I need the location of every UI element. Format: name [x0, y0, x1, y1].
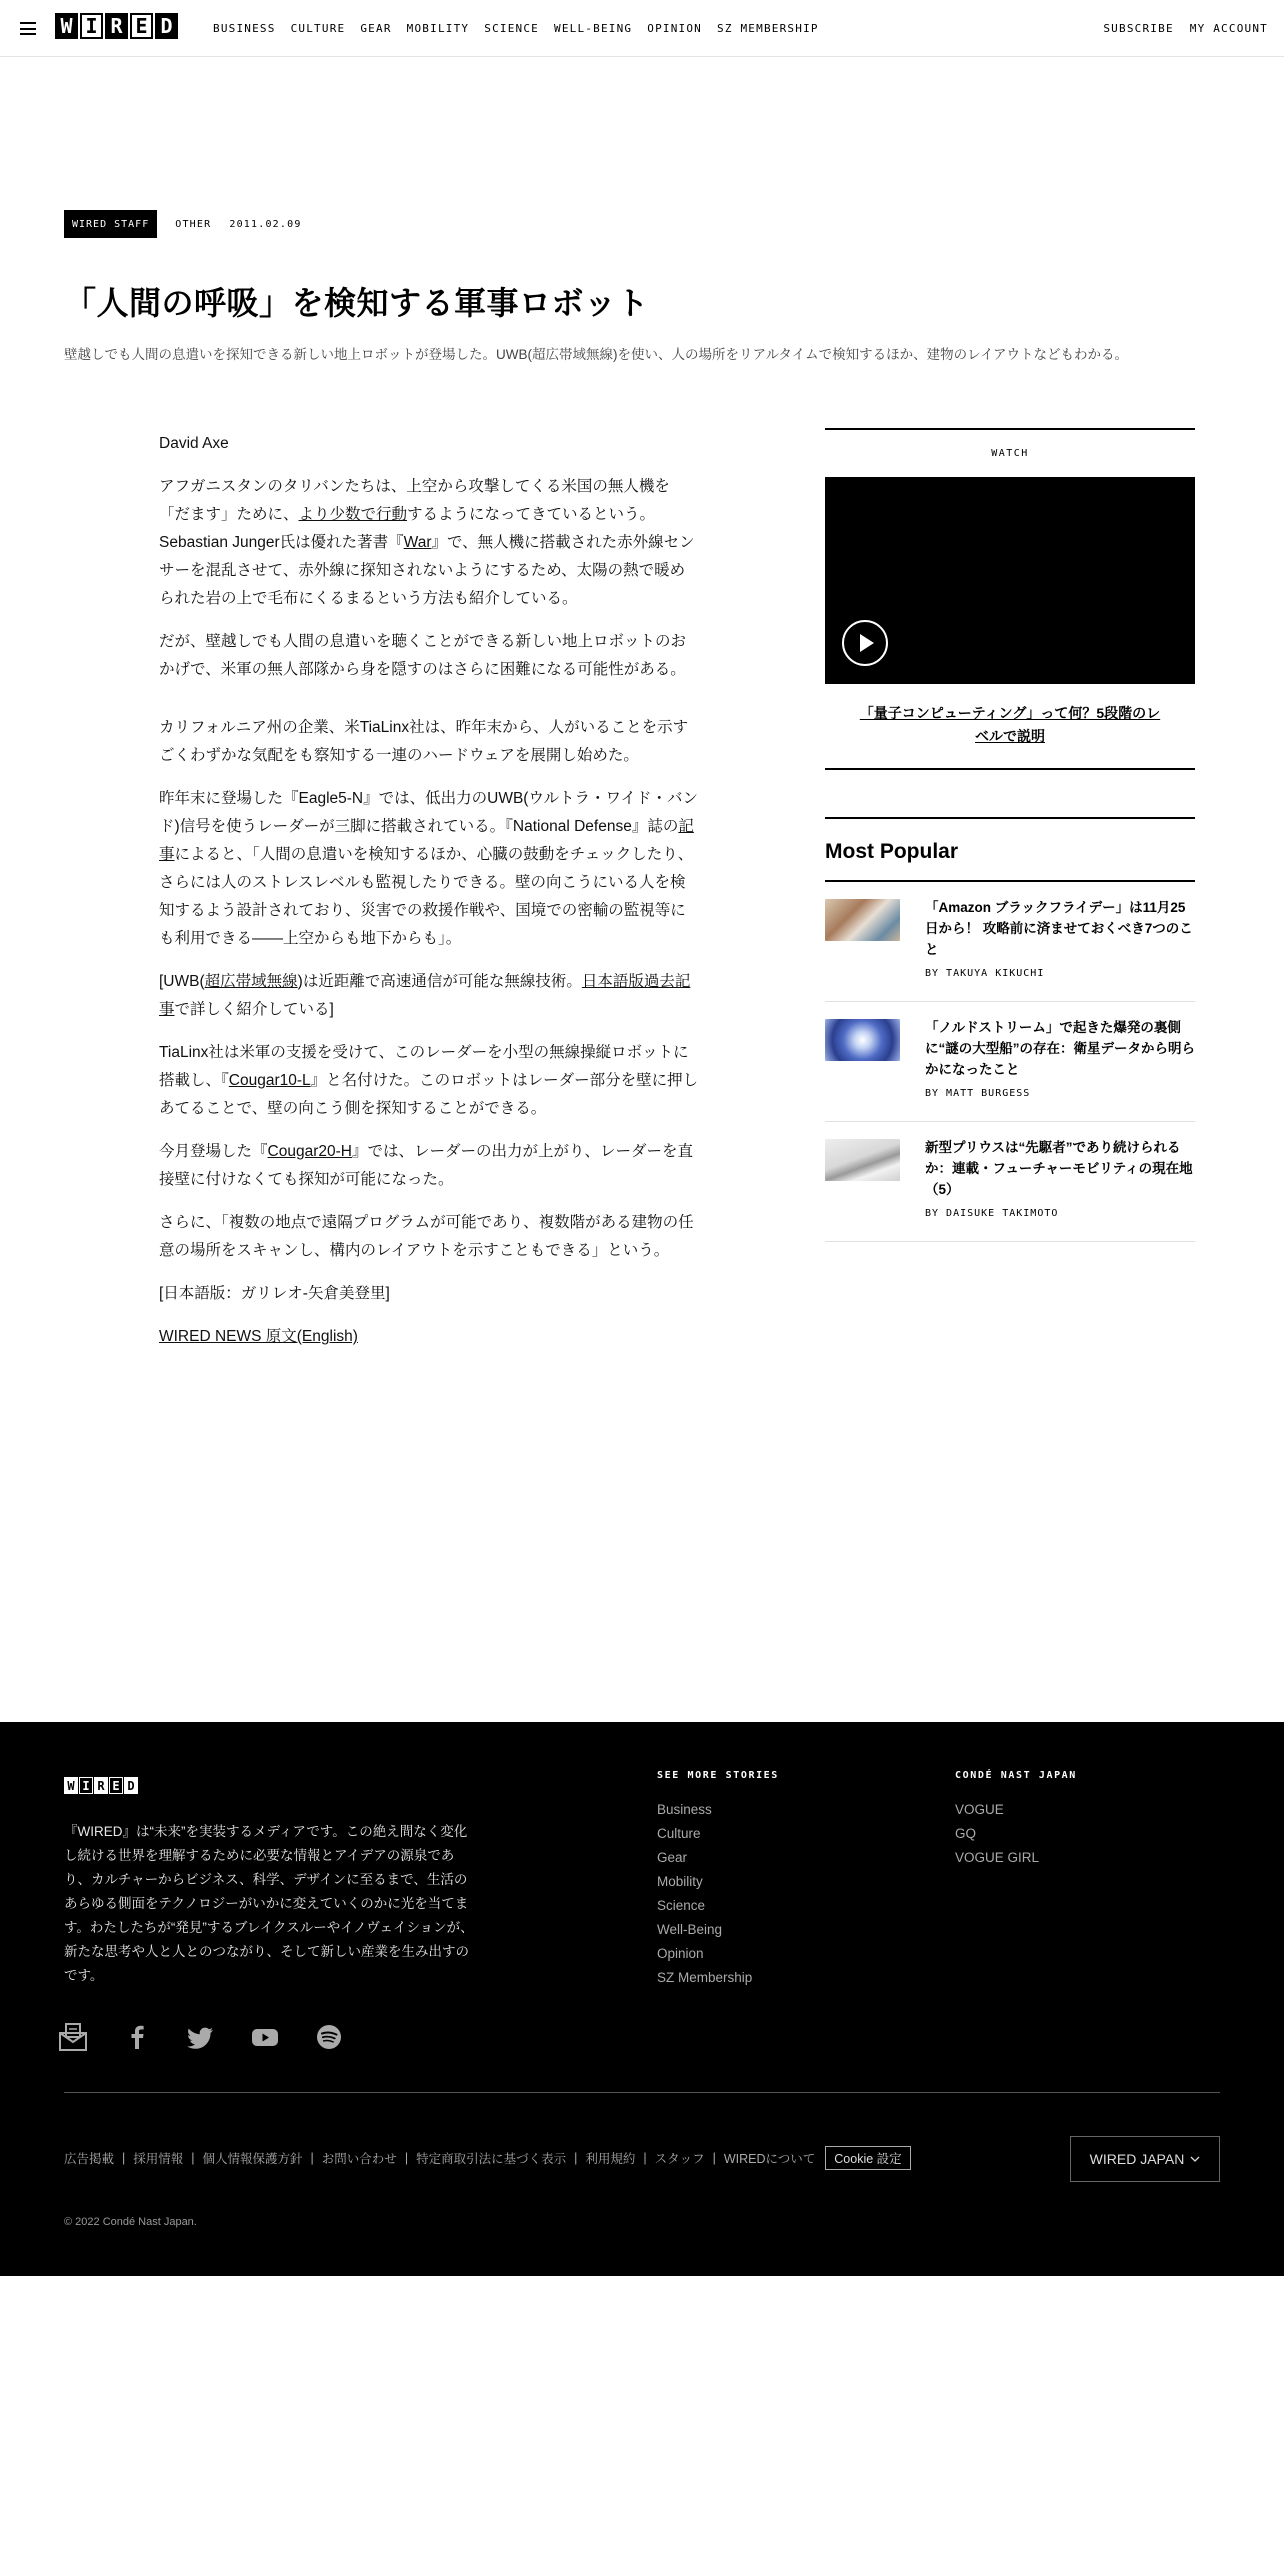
region-label: WIRED JAPAN	[1089, 2151, 1185, 2167]
original-article-link[interactable]: WIRED NEWS 原文(English)	[159, 1328, 358, 1345]
separator: |	[310, 2151, 314, 2165]
see-more-stories	[657, 1770, 779, 1990]
separator: |	[191, 2151, 195, 2165]
paragraph	[159, 1039, 699, 1123]
subscribe-link[interactable]: SUBSCRIBE	[1103, 22, 1174, 35]
paragraph	[159, 968, 699, 1024]
video-title-link[interactable]: 「量子コンピューティング」って何？5段階のレベルで説明	[859, 705, 1161, 744]
separator: |	[712, 2151, 716, 2165]
footer-link-well-being[interactable]: Well-Being	[657, 1922, 723, 1937]
text: )は近距離で高速通信が可能な無線技術。	[297, 973, 582, 990]
story-thumbnail[interactable]	[825, 1139, 900, 1181]
story-title[interactable]: 新型プリウスは“先駆者”であり続けられるか：連載・フューチャーモビリティの現在地（5）	[925, 1140, 1193, 1197]
paragraph	[159, 785, 699, 953]
play-icon[interactable]	[842, 620, 888, 666]
logo-letter: R	[94, 1777, 108, 1794]
footer-link-careers[interactable]: 採用情報	[133, 2152, 184, 2166]
footer-link-sz-membership[interactable]: SZ Membership	[657, 1970, 753, 1985]
nav-well-being[interactable]: WELL-BEING	[554, 22, 633, 35]
text: で詳しく紹介している]	[174, 1001, 334, 1018]
separator: |	[643, 2151, 647, 2165]
footer-link-staff[interactable]: スタッフ	[654, 2152, 705, 2166]
logo-letter: D	[124, 1777, 138, 1794]
nav-gear[interactable]: GEAR	[360, 22, 392, 35]
text: アフガニスタンのタリバンたちは、上空から攻撃してくる米国の無人機を「だます」ために、	[159, 478, 670, 523]
logo-letter: R	[105, 13, 128, 39]
header-actions	[1087, 22, 1268, 35]
spotify-icon[interactable]	[312, 2020, 346, 2054]
twitter-icon[interactable]	[184, 2020, 218, 2054]
most-popular	[825, 817, 1195, 1242]
story-title[interactable]: 「Amazon ブラックフライデー」は11月25日から！ 攻略前に済ませておくべき7つのこと	[925, 900, 1193, 957]
text: するようになってきているという。Sebastian Junger氏は優れた著書『	[159, 506, 656, 551]
inline-link[interactable]: 超広帯域無線	[204, 973, 298, 990]
nav-business[interactable]: BUSINESS	[213, 22, 276, 35]
my-account-link[interactable]: MY ACCOUNT	[1189, 22, 1268, 35]
text: 』では、レーダーの出力が上がり、レーダーを直接壁に付けなくても探知が可能になった。	[159, 1143, 693, 1188]
footer-link-vogue-girl[interactable]: VOGUE GIRL	[955, 1850, 1040, 1865]
see-more-heading: SEE MORE STORIES	[657, 1770, 779, 1781]
separator: |	[404, 2151, 409, 2165]
newsletter-icon[interactable]	[56, 2020, 90, 2054]
text: 』で、無人機に搭載された赤外線センサーを混乱させて、赤外線に探知されないようにするため、太陽の熱で暖められた岩の上で毛布にくるまるという方法も紹介している。	[159, 534, 695, 607]
footer-legal-links	[64, 2146, 911, 2170]
facebook-icon[interactable]	[120, 2020, 154, 2054]
wired-logo[interactable]	[55, 13, 178, 39]
story-byline: BY MATT BURGESS	[925, 1088, 1031, 1099]
article-meta	[64, 210, 302, 238]
conde-nast-japan	[955, 1770, 1077, 1870]
text: [UWB(	[159, 973, 205, 990]
chevron-down-icon	[1190, 2154, 1200, 2164]
article-title: 「人間の呼吸」を検知する軍事ロボット	[64, 285, 650, 321]
nav-science[interactable]: SCIENCE	[484, 22, 540, 35]
menu-icon[interactable]	[20, 22, 36, 35]
footer-link-mobility[interactable]: Mobility	[657, 1874, 703, 1889]
inline-link[interactable]: War	[403, 534, 432, 551]
paragraph: だが、壁越しでも人間の息遣いを聴くことができる新しい地上ロボットのおかげで、米軍の無人部隊から身を隠すのはさらに困難になる可能性がある。	[159, 633, 687, 678]
logo-letter: I	[80, 13, 103, 39]
footer-link-privacy[interactable]: 個人情報保護方針	[202, 2152, 303, 2166]
nav-sz-membership[interactable]: SZ MEMBERSHIP	[717, 22, 819, 35]
text: 昨年末に登場した『Eagle5-N』では、低出力のUWB(ウルトラ・ワイド・バンド)信号を使うレーダーが三脚に搭載されている。『National Defense』誌の	[159, 790, 699, 835]
article-body	[159, 430, 699, 1366]
watch-module	[825, 428, 1195, 770]
footer-link-contact[interactable]: お問い合わせ	[321, 2152, 397, 2166]
popular-item[interactable]	[825, 1002, 1195, 1122]
inline-link[interactable]: Cougar10-L	[228, 1072, 311, 1089]
separator: |	[574, 2151, 578, 2165]
story-title[interactable]: 「ノルドストリーム」で起きた爆発の裏側に“謎の大型船”の存在：衛星データから明らかになったこと	[925, 1020, 1195, 1077]
text: TiaLinx社は米軍の支援を受けて、このレーダーを小型の無線操縦ロボットに搭載し、『	[159, 1044, 689, 1089]
social-links	[56, 2020, 346, 2054]
footer-link-opinion[interactable]: Opinion	[657, 1946, 704, 1961]
watch-label: WATCH	[991, 448, 1029, 459]
inline-link[interactable]: 記事	[159, 818, 694, 863]
nav-opinion[interactable]: OPINION	[647, 22, 703, 35]
logo-letter: E	[109, 1777, 123, 1794]
logo-letter: W	[55, 13, 78, 39]
paragraph: カリフォルニア州の企業、米TiaLinx社は、昨年末から、人がいることを示すごくわずかな気配をも察知する一連のハードウェアを展開し始めた。	[159, 719, 689, 764]
conde-heading: CONDÉ NAST JAPAN	[955, 1770, 1077, 1781]
publish-date: 2011.02.09	[229, 218, 302, 230]
footer-link-gq[interactable]: GQ	[955, 1826, 977, 1841]
most-popular-heading: Most Popular	[825, 819, 1195, 882]
logo-letter: D	[155, 13, 178, 39]
logo-letter: I	[79, 1777, 93, 1794]
inline-link[interactable]: Cougar20-H	[267, 1143, 352, 1160]
video-player[interactable]	[825, 477, 1195, 684]
article-dek: 壁越しでも人間の息遣いを探知できる新しい地上ロボットが登場した。UWB(超広帯域無線)を使い、人の場所をリアルタイムで検知するほか、建物のレイアウトなどもわかる。	[64, 347, 1129, 362]
paragraph: さらに、「複数の地点で遠隔プログラムが可能であり、複数階がある建物の任意の場所をスキャンし、構内のレイアウトを示すこともできる」という。	[159, 1214, 694, 1259]
text: によると、「人間の息遣いを検知するほか、心臓の鼓動をチェックしたり、さらには人のストレスレベルも監視したりできる。壁の向こうにいる人を検知するよう設計されており、災害での救援作戦や、国境での密輸の監視等にも利用できる――上空からも地下からも」。	[159, 846, 694, 947]
story-byline: BY TAKUYA KIKUCHI	[925, 968, 1045, 979]
footer-description: 『WIRED』は“未来”を実装するメディアです。この絶え間なく変化し続ける世界を理解するために必要な情報とアイデアの源泉であり、カルチャーからビジネス、科学、デザインに至るまで、生活のあらゆる側面をテクノロジーがいかに変えていくのかに光を当てます。わたしたちが“発見”するブレイクスルーやイノヴェイションが、新たな思考や人と人とのつながり、そして新しい産業を生み出すのです。	[64, 1824, 474, 1983]
footer-link-culture[interactable]: Culture	[657, 1826, 701, 1841]
footer-link-science[interactable]: Science	[657, 1898, 706, 1913]
text: 今月登場した『	[159, 1143, 268, 1160]
paragraph	[159, 1323, 699, 1351]
story-thumbnail[interactable]	[825, 1019, 900, 1061]
footer-logo[interactable]	[64, 1777, 138, 1794]
inline-link[interactable]: より少数で行動	[298, 506, 408, 523]
footer-divider	[64, 2092, 1220, 2093]
story-thumbnail[interactable]	[825, 899, 900, 941]
author-badge[interactable]: WIRED STAFF	[64, 210, 157, 238]
footer-link-about[interactable]: WIREDについて	[723, 2152, 816, 2166]
nav-mobility[interactable]: MOBILITY	[406, 22, 470, 35]
site-footer	[0, 1722, 1284, 2276]
translator-credit: [日本語版：ガリレオ-矢倉美登里]	[159, 1285, 390, 1302]
region-selector[interactable]	[1070, 2136, 1220, 2182]
popular-item[interactable]	[825, 1122, 1195, 1242]
popular-item[interactable]	[825, 882, 1195, 1002]
paragraph	[159, 1138, 699, 1194]
footer-link-business[interactable]: Business	[657, 1802, 712, 1817]
category-label[interactable]: OTHER	[175, 218, 212, 230]
story-byline: BY DAISUKE TAKIMOTO	[925, 1208, 1059, 1219]
footer-link-terms[interactable]: 利用規約	[585, 2152, 636, 2166]
footer-link-advertise[interactable]: 広告掲載	[64, 2152, 115, 2166]
footer-link-gear[interactable]: Gear	[657, 1850, 688, 1865]
inline-link[interactable]: 日本語版過去記事	[159, 973, 691, 1018]
paragraph	[159, 473, 699, 613]
copyright: © 2022 Condé Nast Japan.	[64, 2216, 197, 2228]
main-nav	[213, 22, 834, 35]
footer-link-commerce-law[interactable]: 特定商取引法に基づく表示	[416, 2152, 567, 2166]
site-header	[0, 0, 1284, 57]
youtube-icon[interactable]	[248, 2020, 282, 2054]
cookie-settings-button[interactable]: Cookie 設定	[825, 2146, 910, 2170]
nav-culture[interactable]: CULTURE	[290, 22, 346, 35]
footer-link-vogue[interactable]: VOGUE	[955, 1802, 1004, 1817]
separator: |	[122, 2151, 126, 2165]
byline: David Axe	[159, 435, 229, 452]
text: 』と名付けた。このロボットはレーダー部分を壁に押しあてることで、壁の向こう側を探知することができる。	[159, 1072, 699, 1117]
logo-letter: W	[64, 1777, 78, 1794]
logo-letter: E	[130, 13, 153, 39]
